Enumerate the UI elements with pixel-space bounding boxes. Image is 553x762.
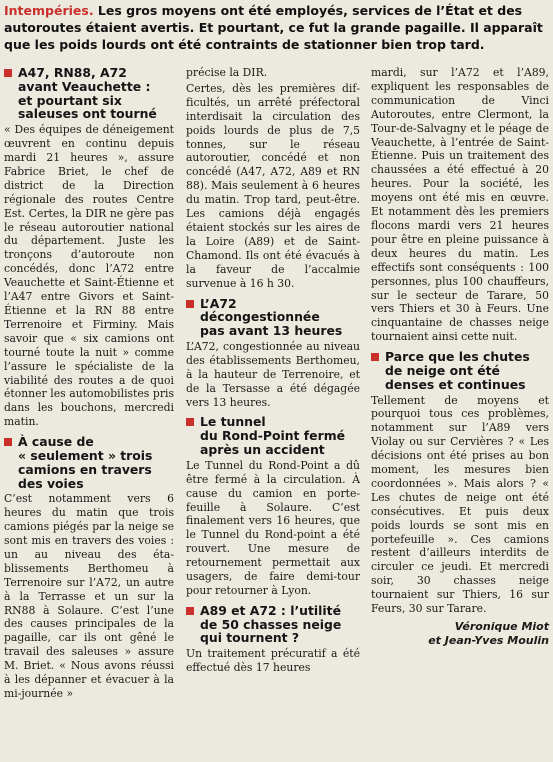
paragraph: « Des équipes de déneigement œuvrent en continu depuis mardi 21 heures », assure Fabrice Briet, le chef de district de la Direction régionale des routes Centre Est. Certes, la DIR ne gère pas le réseau autoroutier national du département. Juste les tronçons d’autoroute non concédés, donc l’A72 entre Veauchette et Saint-Étienne et l’A47 entre Givors et Saint-Étienne et la RN 88 entre Terrenoire et Firminy. Mais savoir que « six camions ont tourné toute la nuit » comme l’assure le spécialiste de la viabilité des routes a de quoi étonner les automobilistes pris dans les bouchons, mercredi matin. (4, 123, 174, 429)
paragraph: L’A72, congestionnée au niveau des établissements Berthomeu, à la hauteur de Terrenoire, et de la Tersasse a été dégagée vers 13 heures. (186, 339, 360, 409)
paragraph: C’est notamment vers 6 heures du matin que trois camions piégés par la neige se sont mis en travers des voies : un au niveau des établissements Berthomeu à Terrenoire sur l’A72, un autre à la Terrasse et un sur la RN88 à Solaure. C’est l’une des causes principales de la pagaille, car ils ont gêné le travail des saleuses » assure M. Briet. « Nous avons réussi à les dépanner et évacuer à la mi-journée » (4, 492, 174, 700)
lead-text: Les gros moyens ont été employés, services de l’État et des autoroutes étaient avertis. Et pourtant, ce fut la grande pagaille. Il apparaît que les poids lourds ont été contraints de stationner bien trop tard. (4, 3, 543, 52)
subheading-chutes: Parce que les chutes de neige ont été denses et continues (371, 350, 549, 391)
column-2 (186, 66, 360, 762)
paragraph: précise la DIR. (186, 66, 268, 79)
lead-paragraph (4, 2, 552, 53)
byline-author-1: Véronique Miot (454, 620, 549, 634)
lead-kicker: Intempéries. (4, 3, 94, 18)
bullet-square-icon (4, 438, 12, 446)
bullet-square-icon (4, 69, 12, 77)
bullet-square-icon (186, 300, 194, 308)
paragraph: Tellement de moyens et pourquoi tous ces problèmes, notamment sur l’A89 vers Violay ou sur Cervières ? « Les décisions ont été prises au bon moment, les mesures bien coordonnées ». Mais alors ? « Les chutes de neige ont été consécutives. Et puis deux poids lourds se sont mis en portefeuille ». Ces camions restent d’ailleurs interdits de circuler ce jeudi. Et mercredi soir, 30 chasses neige tournaient sur Thiers, 16 sur Feurs, 30 sur Tarare. (371, 393, 549, 616)
byline (371, 620, 549, 648)
bullet-square-icon (186, 418, 194, 426)
subheading-a72: L’A72 décongestionnée pas avant 13 heures (186, 297, 360, 338)
column-1 (4, 66, 174, 762)
subheading-a47: A47, RN88, A72 avant Veauchette : et pourtant six saleuses ont tourné (4, 66, 174, 121)
bullet-square-icon (371, 353, 379, 361)
subheading-a-cause: À cause de « seulement » trois camions en travers des voies (4, 435, 174, 490)
paragraph: mardi, sur l’A72 et l’A89, expliquent les responsables de communication de Vinci Autoroutes, entre Clermont, la Tour-de-Salvagny et le péage de Veauchette, à l’entrée de Saint-Étienne. Puis un traitement des chaussées a été effectué à 20 heures. Pour la société, les moyens ont été mis en œuvre. Et notamment dès les premiers flocons mardi vers 21 heures pour être en pleine puissance à deux heures du matin. Les effectifs sont conséquents : 100 personnes, plus 100 chauffeurs, sur le secteur de Tarare, 50 vers Thiers et 30 à Feurs. Une cinquantaine de chasses neige tournaient ainsi cette nuit. (371, 66, 549, 344)
column-3 (371, 66, 549, 762)
bullet-square-icon (186, 607, 194, 615)
paragraph: Certes, dès les premières difficultés, un arrêté préfectoral interdisait la circulation des poids lourds de plus de 7,5 tonnes, sur le réseau autoroutier, concédé et non concédé (A47, A72, A89 et RN 88). Mais seulement à 6 heures du matin. Trop tard, peut-être. Les camions déjà engagés étaient stockés sur les aires de la Loire (A89) et de Saint-Chamond. Ils ont été évacués à la faveur de l’accalmie survenue à 16 h 30. (186, 81, 360, 290)
subheading-a89: A89 et A72 : l’utilité de 50 chasses neige qui tournent ? (186, 604, 360, 645)
subheading-tunnel: Le tunnel du Rond-Point fermé après un accident (186, 415, 360, 456)
paragraph: Un traitement précuratif a été effectué dès 17 heures (186, 647, 360, 675)
paragraph: Le Tunnel du Rond-Point a dû être fermé à la circulation. À cause du camion en porte-feuille à Solaure. C’est finalement vers 16 heures, que le Tunnel du Rond-point a été rouvert. Une mesure de retournement permettait aux usagers, de faire demi-tour pour retourner à Lyon. (186, 458, 360, 597)
byline-author-2: et Jean-Yves Moulin (428, 634, 549, 648)
